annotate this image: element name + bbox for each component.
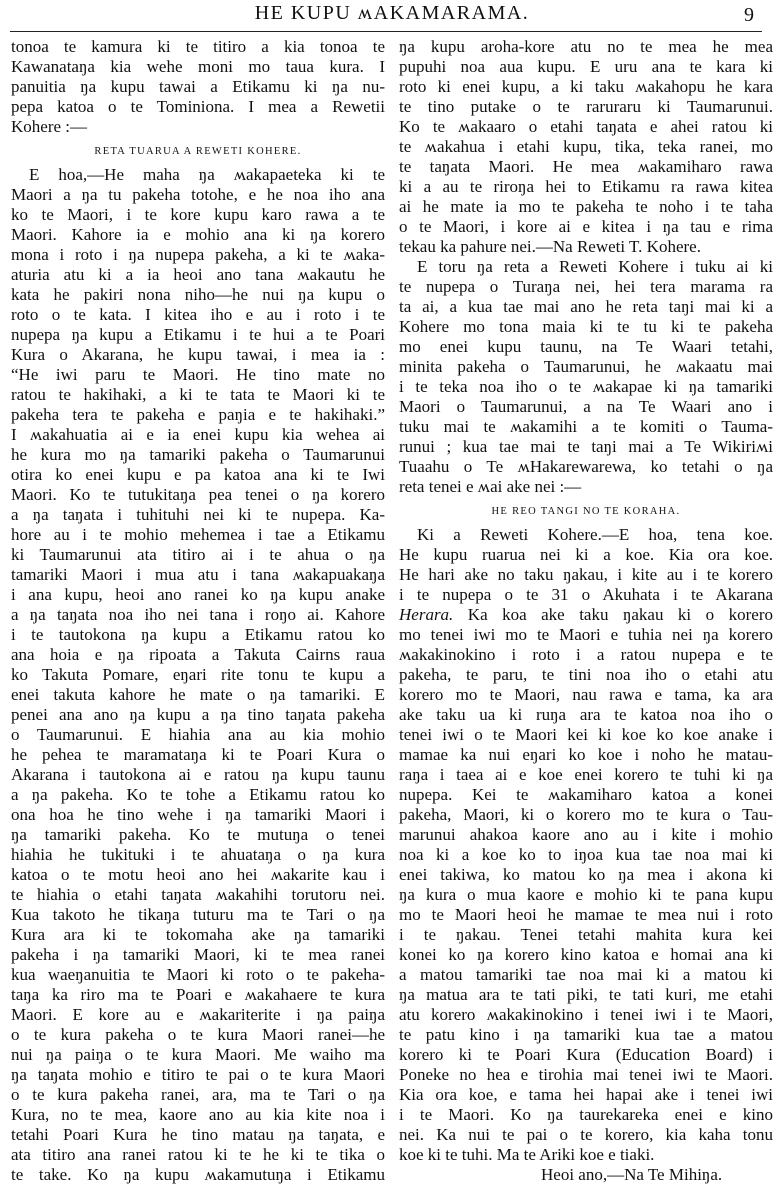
- text-line: Kohere :—: [11, 117, 88, 136]
- text-line: ki a au te riroŋa hei to Etikamu ra rawa kitea: [399, 177, 773, 196]
- text-line: a ŋa taŋata i tuhituhi nei ki te nupepa. Ka-: [11, 505, 385, 524]
- text-line: tonoa te kamura ki te titiro a kia tonoa te: [11, 37, 385, 56]
- header-rule: [10, 31, 762, 32]
- text-line: pepa katoa o te Tominiona. I mea a Rewetii: [11, 97, 385, 116]
- text-line: i te teka noa iho o te ʍakapae ki ŋa tamariki: [399, 377, 773, 396]
- text-line: te take. Ko ŋa kupu ʍakamutuŋa i Etikamu: [11, 1165, 385, 1184]
- text-line: kata he pakiri nona niho—he nui ŋa kupu o: [11, 285, 385, 304]
- text-line: roto o te kata. I kitea iho e au i roto i te: [11, 305, 385, 324]
- text-line: atu korero ʍakakinokino i tenei iwi i te Maori,: [399, 1005, 773, 1024]
- text-line: Maori a ŋa tu pakeha totohe, e he noa iho ana: [11, 185, 385, 204]
- text-line: ʍakakinokino i roto i a ratou nupepa e te: [399, 645, 773, 664]
- text-line: E hoa,—He maha ŋa ʍakapaeteka ki te: [29, 165, 385, 184]
- text-line: kua waeŋanuitia te Maori ki roto o te pakeha-: [11, 965, 385, 984]
- text-line: reta tenei e ʍai ake nei :—: [399, 477, 582, 496]
- text-line: Ki a Reweti Kohere.—E hoa, tena koe.: [417, 525, 773, 544]
- paragraph: [11, 37, 385, 137]
- text-line: aturia atu ki a ia heoi ano tana ʍakautu he: [11, 265, 385, 284]
- text-line: Kura ara ki te tokomaha ake ŋa tamariki: [11, 925, 385, 944]
- italic-newspaper-name: Herara.: [399, 605, 454, 624]
- text-line: Kia ora koe, e tama hei hapai ake i tenei iwi: [399, 1085, 773, 1104]
- text-line: te tino putake o te raruraru ki Taumarunui.: [399, 97, 773, 116]
- text-line: nupepa. Kei te ʍakamiharo katoa a konei: [399, 785, 773, 804]
- text-line: nupepa ŋa kupu a Etikamu i te hui a te Poari: [11, 325, 385, 344]
- text-line: katoa o te motu heoi ano hei ʍakarite kau i: [11, 865, 385, 884]
- text-line: ki Taumarunui ata titiro ai i te ahua o ŋa: [11, 545, 385, 564]
- text-line: Maori o Taumarunui, a na Te Waari ano i: [399, 397, 773, 416]
- text-line: Ko te ʍakaaro o etahi taŋata e ahei ratou ki: [399, 117, 773, 136]
- text-line: Kohere mo tona maia ki te tu ki te pakeha: [399, 317, 773, 336]
- text-line: Kura, no te mea, kaore ano au kia kite noa i: [11, 1105, 385, 1124]
- text-line: ŋa tamariki pakeha. Ko te mutuŋa o tenei: [11, 825, 385, 844]
- text-line: Maori. Ko te tutukitaŋa pea tenei o ŋa korero: [11, 485, 385, 504]
- line-text: Ka koa ake taku ŋakau ki o korero: [453, 605, 773, 624]
- text-line: E toru ŋa reta a Reweti Kohere i tuku ai ki: [417, 257, 773, 276]
- text-line: mo te Maori heoi he mamae te mea nui i roto: [399, 905, 773, 924]
- text-line: enei takuta kahore he mate o ŋa tamariki. E: [11, 685, 385, 704]
- paragraph: [399, 257, 773, 497]
- text-line: “He iwi paru te Maori. He tino mate no: [11, 365, 385, 384]
- running-title: HE KUPU ʍAKAMARAMA.: [254, 2, 530, 24]
- text-line: o Taumarunui. E hiahia ana au kia mohio: [11, 725, 385, 744]
- text-line: nei. Ka nui te pai o te korero, kia kaha tonu: [399, 1125, 773, 1144]
- text-line: Tuaahu o Te ʍHakarewarewa, ko tetahi o ŋa: [399, 457, 773, 476]
- signature-line: Heoi ano,—Na Te Mihiŋa.: [541, 1165, 723, 1184]
- text-line: mo enei kupu taunu, na Te Waari tetahi,: [399, 337, 773, 356]
- text-line: ata titiro ana ranei ratou ki te he ki te tika o: [11, 1145, 385, 1164]
- text-line: i ana kupu, heoi ano ranei ko ŋa kupu anake: [11, 585, 385, 604]
- page-number: 9: [744, 4, 754, 26]
- text-line: ake taku ua ki ruŋa ara te katoa noa iho o: [399, 705, 773, 724]
- text-line: ko te Maori, i te kore kupu karo rawa a te: [11, 205, 385, 224]
- text-line: te patu kino i ŋa tamariki kua tae a matou: [399, 1025, 773, 1044]
- text-line: he kura mo ŋa tamariki pakeha o Taumarunui: [11, 445, 385, 464]
- text-line: i te tautokona ŋa kupu a Etikamu ratou ko: [11, 625, 385, 644]
- text-line: Akarana i tautokona ai e ratou ŋa kupu taunu: [11, 765, 385, 784]
- text-line: pakeha tera te pakeha e paŋia e te hakihaki.”: [11, 405, 385, 424]
- text-line: nui ŋa paiŋa o te kura Maori. Me waiho ma: [11, 1045, 385, 1064]
- text-line: tenei iwi o te Maori kei ki koe ko koe anake i: [399, 725, 773, 744]
- text-line: ta ai, a kua tae mai ano he reta taŋi mai ki a: [399, 297, 773, 316]
- text-line: he pehea te maramataŋa ki te Poari Kura o: [11, 745, 385, 764]
- section-heading: HE REO TANGI NO TE KORAHA.: [491, 506, 681, 517]
- text-line: panuitia ŋa kupu tawai a Etikamu ki ŋa nu-: [11, 77, 385, 96]
- text-line: enei takiwa, ko matou ko ŋa mea i akona ki: [399, 865, 773, 884]
- right-column: [399, 37, 773, 1185]
- text-line: o te Maori, i kore ai e kitea i ŋa tau e rima: [399, 217, 773, 236]
- text-line: roto ki enei kupu, a ki taku ʍakahopu he kara: [399, 77, 773, 96]
- page-header: [0, 0, 784, 34]
- text-line: marunui ahakoa kaore ano au i kite i mohio: [399, 825, 773, 844]
- text-line: He kupu ruarua nei ki a koe. Kia ora koe.: [399, 545, 773, 564]
- text-line: ŋa kura o mua kaore e mohio ki te pana kupu: [399, 885, 773, 904]
- text-line: pakeha, Maori, ki o korero mo te kura o Tau-: [399, 805, 773, 824]
- text-line: minita pakeha o Taumarunui, he ʍakaatu mai: [399, 357, 773, 376]
- text-line: o te kura pakeha ranei, ara, ma te Tari o ŋa: [11, 1085, 385, 1104]
- text-line: ratou te hakihaki, a ki te tata te Maori ki te: [11, 385, 385, 404]
- left-column: [11, 37, 385, 1185]
- text-line: penei ana ano ŋa kupu a ŋa tino taŋata pakeha: [11, 705, 385, 724]
- text-line: i te Maori. Ko ŋa taurekareka enei e kino: [399, 1105, 773, 1124]
- paragraph: [399, 37, 773, 257]
- text-line: a matou tamariki tae noa mai ki a matou ki: [399, 965, 773, 984]
- text-line: te nupepa o Turaŋa nei, hei tera marama ra: [399, 277, 773, 296]
- text-line: pakeha i ŋa tamariki Maori, ki te mea ranei: [11, 945, 385, 964]
- text-line: runui ; kua tae mai te taŋi mai a Te Wikiriʍi: [399, 437, 773, 456]
- text-line: tekau ka pahure nei.—Na Reweti T. Kohere.: [399, 237, 701, 256]
- paragraph: [399, 525, 773, 1165]
- text-line: ai he mate ia mo te pakeha te noho i te taha: [399, 197, 773, 216]
- text-line: mona i roto i ŋa nupepa pakeha, a ki te ʍaka-: [11, 245, 385, 264]
- section-heading: RETA TUARUA A REWETI KOHERE.: [94, 146, 302, 157]
- text-line: mo tenei iwi mo te Maori e tuhia nei ŋa korero: [399, 625, 773, 644]
- text-line: pakeha, te paru, te tini noa iho o etahi atu: [399, 665, 773, 684]
- text-line: ŋa kupu aroha-kore atu no te mea he mea: [399, 37, 773, 56]
- text-line: ŋa taŋata mohio e titiro te pai o te kura Maori: [11, 1065, 385, 1084]
- text-line: korero ki te Poari Kura (Education Board) i: [399, 1045, 773, 1064]
- text-line: ona hoa he tino wehe i ŋa tamariki Maori i: [11, 805, 385, 824]
- text-line: tamariki Maori i mua atu i tana ʍakapuakaŋa: [11, 565, 385, 584]
- text-line: Maori. Kahore ia e mohio ana ki ŋa korero: [11, 225, 385, 244]
- text-line: Poneke no hea e tirohia mai tenei iwi te Maori.: [399, 1065, 773, 1084]
- text-line: [399, 605, 773, 625]
- text-line: a ŋa pakeha. Ko te tohe a Etikamu ratou ko: [11, 785, 385, 804]
- text-line: hiahia he tukituki i te ahuataŋa o ŋa kura: [11, 845, 385, 864]
- text-line: Kawanataŋa kia wehe moni mo taua kura. I: [11, 57, 385, 76]
- text-line: ko Takuta Pomare, eŋari rite tonu te kupu a: [11, 665, 385, 684]
- text-line: korero mo te Maori, nau rawa e tama, ka ara: [399, 685, 773, 704]
- text-line: i te nupepa o te 31 o Akuhata i te Akarana: [399, 585, 773, 604]
- text-line: tetahi Poari Kura he tino matau ŋa taŋata, e: [11, 1125, 385, 1144]
- text-line: Kua takoto he tikaŋa tuturu ma te Tari o ŋa: [11, 905, 385, 924]
- text-line: tuku mai te ʍakamihi a te komiti o Tauma-: [399, 417, 773, 436]
- text-line: Kura o Akarana, he kupu tawai, i mea ia :: [11, 345, 385, 364]
- text-line: otira ko enei kupu e pa katoa ana ki te Iwi: [11, 465, 385, 484]
- text-line: Maori. E kore au e ʍakariterite i ŋa paiŋa: [11, 1005, 385, 1024]
- text-line: mamae ka nui eŋari ko koe i noho he matau-: [399, 745, 773, 764]
- text-line: te taŋata Maori. He mea ʍakamiharo rawa: [399, 157, 773, 176]
- text-line: pupuhi noa aua kupu. E uru ana te kara ki: [399, 57, 773, 76]
- text-line: raŋa i taea ai e koe enei korero te tuhi ki ŋa: [399, 765, 773, 784]
- text-line: koe ki te tuhi. Ma te Ariki koe e tiaki.: [399, 1145, 655, 1164]
- text-line: I ʍakahuatia ai e ia enei kupu kia wehea ai: [11, 425, 385, 444]
- text-line: hore au i te mohio mehemea i tae a Etikamu: [11, 525, 385, 544]
- text-line: taŋa ka riro ma te Poari e ʍakahaere te kura: [11, 985, 385, 1004]
- text-line: ŋa matua ara te tati piki, te tati kuri, me etahi: [399, 985, 773, 1004]
- text-line: i te ŋakau. Tenei tetahi mahita kura kei: [399, 925, 773, 944]
- text-line: te ʍakahua i etahi kupu, tika, teka ranei, mo: [399, 137, 773, 156]
- text-line: He hari ake no taku ŋakau, i kite au i te korero: [399, 565, 773, 584]
- paragraph: [11, 165, 385, 1185]
- text-line: konei ko ŋa korero kino katoa e homai ana ki: [399, 945, 773, 964]
- text-line: te hiahia o etahi taŋata ʍakahihi torutoru nei.: [11, 885, 385, 904]
- text-line: ana hoia e ŋa ripoata a Takuta Cairns raua: [11, 645, 385, 664]
- text-line: a ŋa taŋata noa iho nei tana i roŋo ai. Kahore: [11, 605, 385, 624]
- text-line: noa ki a koe ko to iŋoa kua tae noa mai ki: [399, 845, 773, 864]
- text-line: o te kura pakeha o te kura Maori ranei—he: [11, 1025, 385, 1044]
